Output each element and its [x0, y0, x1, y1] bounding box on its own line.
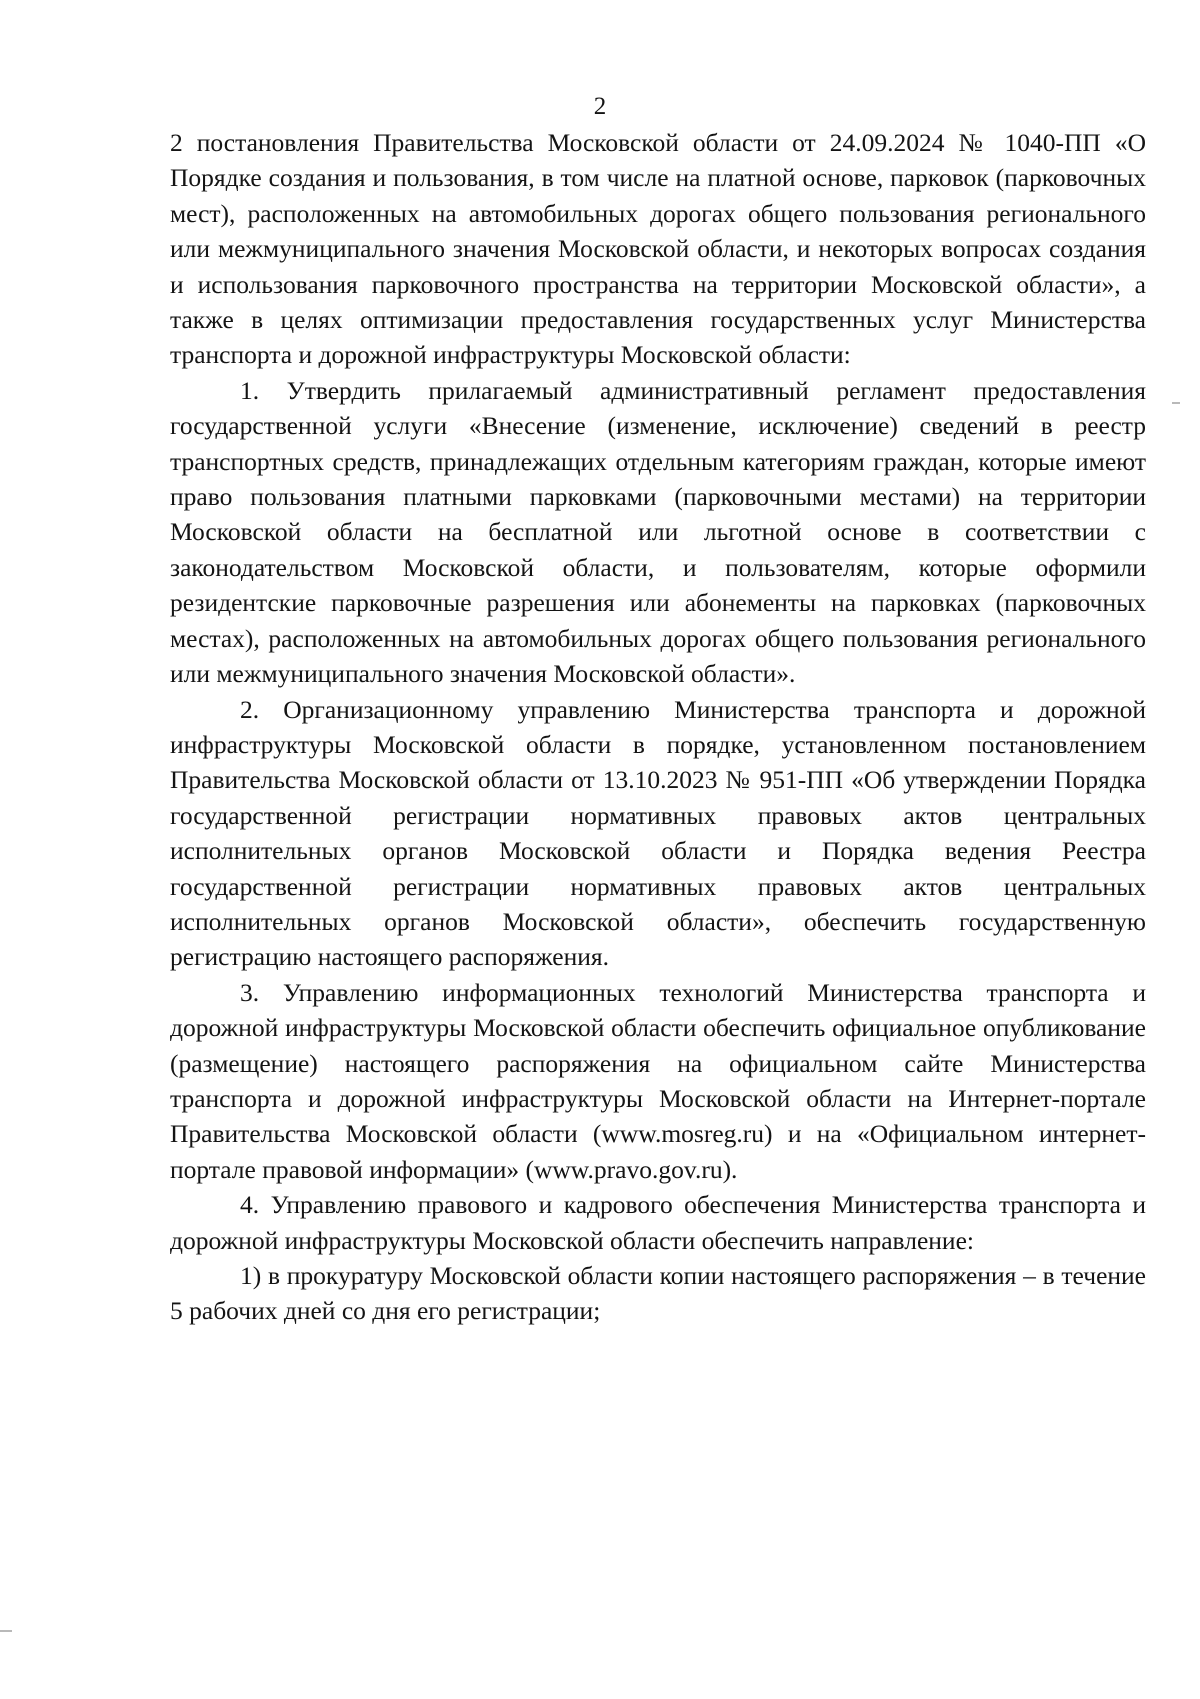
paragraph-item-3: 3. Управлению информационных технологий Министерства транспорта и дорожной инфраструктуры Московской области обеспечить официальное опубликование (размещение) настоящего распоряжения на официальном сайте Министерства транспорта и дорожной инфраструктуры Московской области на Интернет-портале Правительства Московской области (www.mosreg.ru) и на «Официальном интернет-портале правовой информации» (www.pravo.gov.ru). — [170, 977, 1146, 1184]
paragraph-item-2: 2. Организационному управлению Министерства транспорта и дорожной инфраструктуры Московской области в порядке, установленном постановлением Правительства Московской области от 13.10.2023 № 951-ПП «Об утверждении Порядка государственной регистрации нормативных правовых актов центральных исполнительных органов Московской области и Порядка ведения Реестра государственной регистрации нормативных правовых актов центральных исполнительных органов Московской области», обеспечить государственную регистрацию настоящего распоряжения. — [170, 694, 1146, 972]
document-body — [170, 125, 1146, 1329]
preamble-paragraph: 2 постановления Правительства Московской области от 24.09.2024 № 1040-ПП «О Порядке создания и пользования, в том числе на платной основе, парковок (парковочных мест), расположенных на автомобильных дорогах общего пользования регионального или межмуниципального значения Московской области, и некоторых вопросах создания и использования парковочного пространства на территории Московской области», а также в целях оптимизации предоставления государственных услуг Министерства транспорта и дорожной инфраструктуры Московской области: — [170, 128, 1146, 370]
paragraph-item-4-1: 1) в прокуратуру Московской области копии настоящего распоряжения – в течение 5 рабочих дней со дня его регистрации; — [170, 1261, 1146, 1326]
page-number: 2 — [593, 93, 607, 120]
scan-artifact-mark — [1172, 402, 1180, 404]
paragraph-item-4: 4. Управлению правового и кадрового обеспечения Министерства транспорта и дорожной инфраструктуры Московской области обеспечить направление: — [170, 1190, 1146, 1255]
scan-artifact-mark — [0, 1630, 12, 1632]
paragraph-item-1: 1. Утвердить прилагаемый административный регламент предоставления государственной услуги «Внесение (изменение, исключение) сведений в реестр транспортных средств, принадлежащих отдельным категориям граждан, которые имеют право пользования платными парковками (парковочными местами) на территории Московской области на бесплатной или льготной основе в соответствии с законодательством Московской области, и пользователям, которые оформили резидентские парковочные разрешения или абонементы на парковках (парковочных местах), расположенных на автомобильных дорогах общего пользования регионального или межмуниципального значения Московской области». — [170, 375, 1146, 689]
